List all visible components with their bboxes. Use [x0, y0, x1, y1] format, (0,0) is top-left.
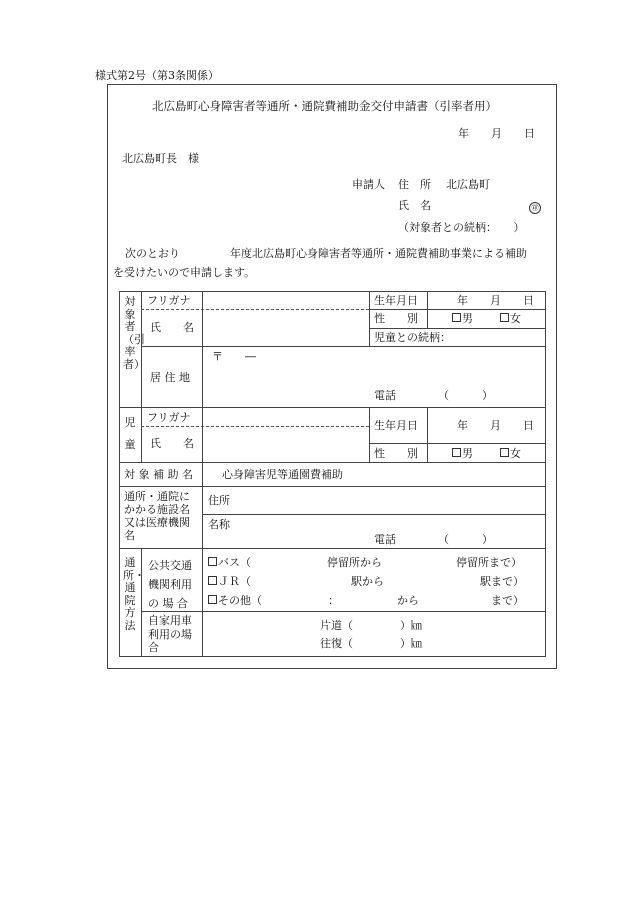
- residence-label: 居 住 地: [150, 371, 190, 384]
- child-furigana-field[interactable]: [205, 411, 367, 425]
- subject-gender-female[interactable]: 女: [500, 312, 521, 325]
- child-furigana-label: フリガナ: [147, 411, 191, 424]
- intro-suffix: 年度北広島町心身障害者等通所・通院費補助事業による補助: [230, 247, 527, 260]
- subject-name-label: 氏 名: [150, 321, 194, 334]
- facility-phone-parens: （ ）: [438, 533, 493, 546]
- relation-line: （対象者との続柄： ）: [398, 221, 525, 234]
- child-female-checkbox-icon[interactable]: [500, 448, 509, 457]
- subject-gender-label: 性 別: [374, 312, 418, 325]
- subject-furigana-field[interactable]: [205, 294, 367, 308]
- facility-name-label: 名称: [208, 518, 230, 531]
- jr-to: 駅まで）: [480, 575, 524, 588]
- child-birthdate-label: 生年月日: [374, 419, 418, 432]
- subsidy-value: 心身障害児等通園費補助: [222, 468, 343, 481]
- bus-checkbox-icon[interactable]: [208, 557, 217, 566]
- applicant-label: 申請人: [352, 178, 385, 191]
- child-male-checkbox-icon[interactable]: [452, 448, 461, 457]
- jr-option[interactable]: ＪＲ（: [208, 575, 251, 588]
- subject-birthdate-value: 年 月 日: [457, 294, 534, 307]
- subject-birthdate-label: 生年月日: [374, 294, 418, 307]
- other-to: まで）: [491, 594, 524, 607]
- addressee: 北広島町長 様: [122, 152, 199, 165]
- subject-gender-male[interactable]: 男: [452, 312, 473, 325]
- male-checkbox-icon[interactable]: [452, 313, 461, 322]
- applicant-address-label: 住 所: [398, 178, 431, 191]
- subject-name-field[interactable]: [205, 312, 367, 344]
- private-car-label: 自家用車 利用の場 合: [148, 614, 192, 654]
- child-group-label: 児童: [124, 416, 136, 451]
- seal-mark: ㊞: [529, 200, 541, 214]
- bus-option[interactable]: バス（: [208, 556, 251, 569]
- child-name-label: 氏 名: [150, 437, 194, 450]
- child-relation-label: 児童との続柄：: [374, 331, 451, 344]
- child-name-field[interactable]: [205, 428, 367, 460]
- facility-address-label: 住所: [208, 494, 230, 507]
- date-line: 年 月 日: [458, 127, 535, 140]
- postal-mark: 〒 ―: [212, 350, 256, 363]
- applicant-address-value: 北広島町: [446, 178, 490, 191]
- intro-prefix: 次のとおり: [125, 247, 180, 260]
- intro-line2: を受けたいので申請します。: [113, 266, 256, 279]
- subject-furigana-label: フリガナ: [147, 294, 191, 307]
- facility-phone-label: 電話: [374, 533, 396, 546]
- jr-checkbox-icon[interactable]: [208, 576, 217, 585]
- roundtrip-unit: ）㎞: [400, 637, 422, 650]
- subsidy-label: 対 象 補 助 名: [124, 468, 193, 481]
- subject-group-label: 対象者（引率者）: [123, 295, 145, 371]
- roundtrip-label: 往復（: [320, 637, 353, 650]
- child-gender-female[interactable]: 女: [500, 447, 521, 460]
- subject-phone-parens: （ ）: [438, 389, 493, 402]
- child-gender-male[interactable]: 男: [452, 447, 473, 460]
- oneway-unit: ）㎞: [400, 619, 422, 632]
- facility-label: 通所・通院に かかる施設名 又は医療機関 名: [124, 490, 190, 542]
- female-checkbox-icon[interactable]: [500, 313, 509, 322]
- public-transport-label: 公共交通 機関利用 の 場 合: [148, 559, 192, 610]
- child-birthdate-value: 年 月 日: [457, 419, 534, 432]
- form-number: 様式第2号（第3条関係）: [95, 69, 219, 82]
- oneway-label: 片道（: [320, 619, 353, 632]
- other-from: から: [397, 594, 419, 607]
- applicant-name-label: 氏 名: [398, 199, 431, 212]
- jr-from: 駅から: [351, 575, 384, 588]
- form-title: 北広島町心身障害者等通所・通院費補助金交付申請書（引率者用）: [152, 99, 497, 113]
- other-option[interactable]: その他（: [208, 594, 262, 607]
- subject-phone-label: 電話: [374, 389, 396, 402]
- bus-to: 停留所まで）: [456, 556, 522, 569]
- child-gender-label: 性 別: [374, 447, 418, 460]
- bus-from: 停留所から: [327, 556, 382, 569]
- other-colon: ：: [328, 594, 339, 607]
- other-checkbox-icon[interactable]: [208, 595, 217, 604]
- transport-group-label: 通所・通院方法: [123, 556, 145, 632]
